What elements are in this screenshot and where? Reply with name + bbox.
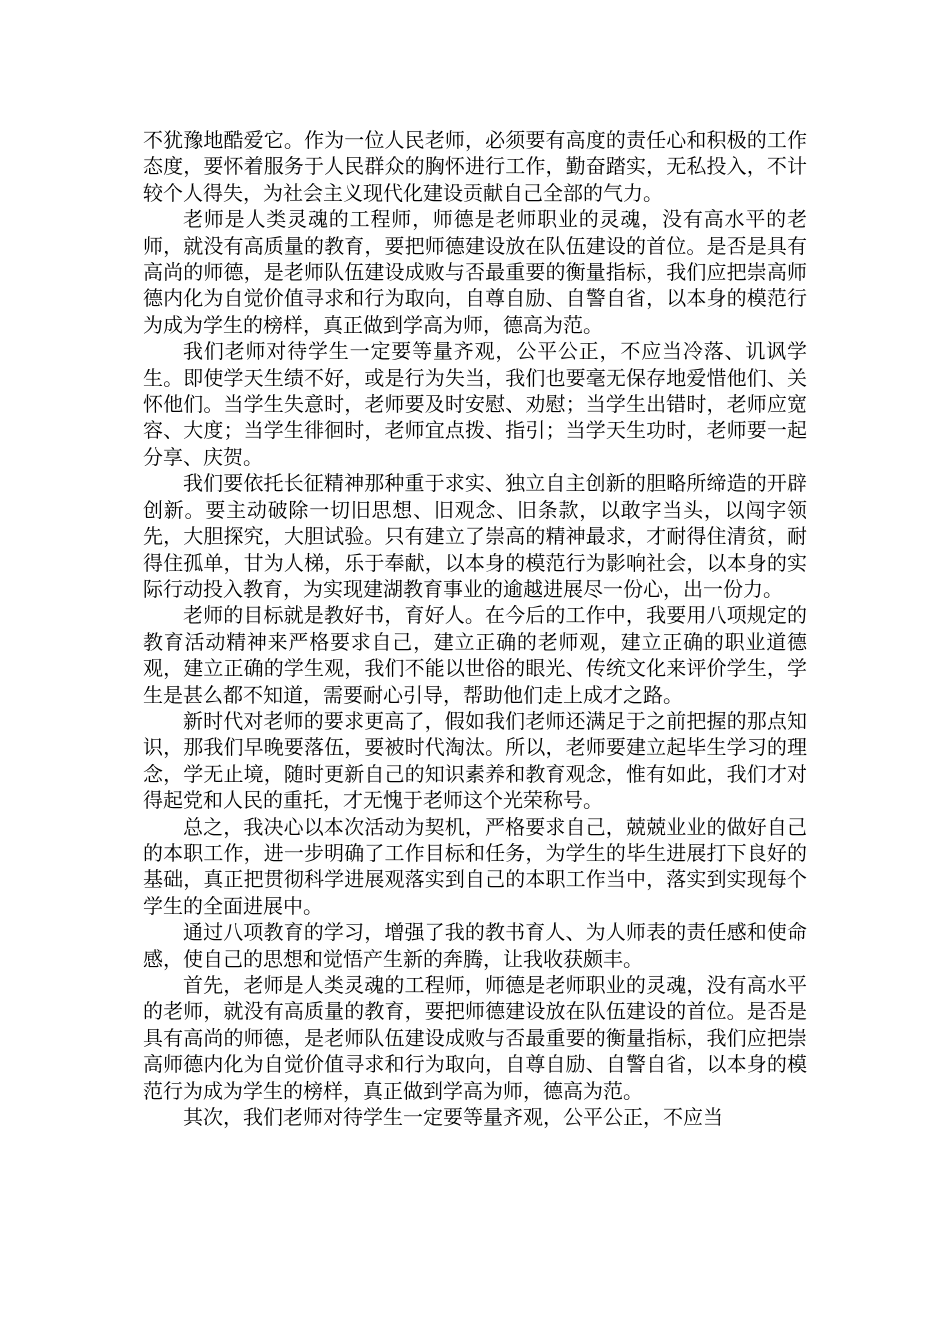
document-body xyxy=(143,127,807,1130)
paragraph-2: 老师是人类灵魂的工程师，师德是老师职业的灵魂，没有高水平的老师，就没有高质量的教育，要把师德建设放在队伍建设的首位。是否是具有高尚的师德，是老师队伍建设成败与否最重要的衡量指标，我们应把崇高师德内化为自觉价值寻求和行为取向，自尊自励、自警自省，以本身的模范行为成为学生的榜样，真正做到学高为师，德高为范。 xyxy=(143,207,807,337)
paragraph-5: 老师的目标就是教好书，育好人。在今后的工作中，我要用八项规定的教育活动精神来严格要求自己，建立正确的老师观，建立正确的职业道德观，建立正确的学生观，我们不能以世俗的眼光、传统文化来评价学生，学生是甚么都不知道，需要耐心引导，帮助他们走上成才之路。 xyxy=(143,603,807,707)
paragraph-8: 通过八项教育的学习，增强了我的教书育人、为人师表的责任感和使命感，使自己的思想和觉悟产生新的奔腾，让我收获颇丰。 xyxy=(143,920,807,971)
paragraph-9: 首先，老师是人类灵魂的工程师，师德是老师职业的灵魂，没有高水平的老师，就没有高质量的教育，要把师德建设放在队伍建设的首位。是否是具有高尚的师德，是老师队伍建设成败与否最重要的衡量指标，我们应把崇高师德内化为自觉价值寻求和行为取向，自尊自励、自警自省，以本身的模范行为成为学生的榜样，真正做到学高为师，德高为范。 xyxy=(143,973,807,1103)
paragraph-3: 我们老师对待学生一定要等量齐观，公平公正，不应当冷落、讥讽学生。即使学天生绩不好，或是行为失当，我们也要毫无保存地爱惜他们、关怀他们。当学生失意时，老师要及时安慰、劝慰；当学生出错时，老师应宽容、大度；当学生徘徊时，老师宜点拨、指引；当学天生功时，老师要一起分享、庆贺。 xyxy=(143,339,807,469)
paragraph-1: 不犹豫地酷爱它。作为一位人民老师，必须要有高度的责任心和积极的工作态度，要怀着服务于人民群众的胸怀进行工作，勤奋踏实，无私投入，不计较个人得失，为社会主义现代化建设贡献自己全部的气力。 xyxy=(143,128,807,205)
paragraph-10: 其次，我们老师对待学生一定要等量齐观，公平公正，不应当 xyxy=(183,1105,723,1130)
paragraph-4: 我们要依托长征精神那种重于求实、独立自主创新的胆略所缔造的开辟创新。要主动破除一切旧思想、旧观念、旧条款，以敢字当头，以闯字领先，大胆探究，大胆试验。只有建立了崇高的精神最求，才耐得住清贫，耐得住孤单，甘为人梯，乐于奉献，以本身的模范行为影响社会，以本身的实际行动投入教育，为实现建湖教育事业的逾越进展尽一份心，出一份力。 xyxy=(143,471,807,601)
paragraph-6: 新时代对老师的要求更高了，假如我们老师还满足于之前把握的那点知识，那我们早晚要落伍，要被时代淘汰。所以，老师要建立起毕生学习的理念，学无止境，随时更新自己的知识素养和教育观念，惟有如此，我们才对得起党和人民的重托，才无愧于老师这个光荣称号。 xyxy=(143,708,807,813)
paragraph-7: 总之，我决心以本次活动为契机，严格要求自己，兢兢业业的做好自己的本职工作，进一步明确了工作目标和任务，为学生的毕生进展打下良好的基础，真正把贯彻科学进展观落实到自己的本职工作当中，落实到实现每个学生的全面进展中。 xyxy=(143,814,807,918)
